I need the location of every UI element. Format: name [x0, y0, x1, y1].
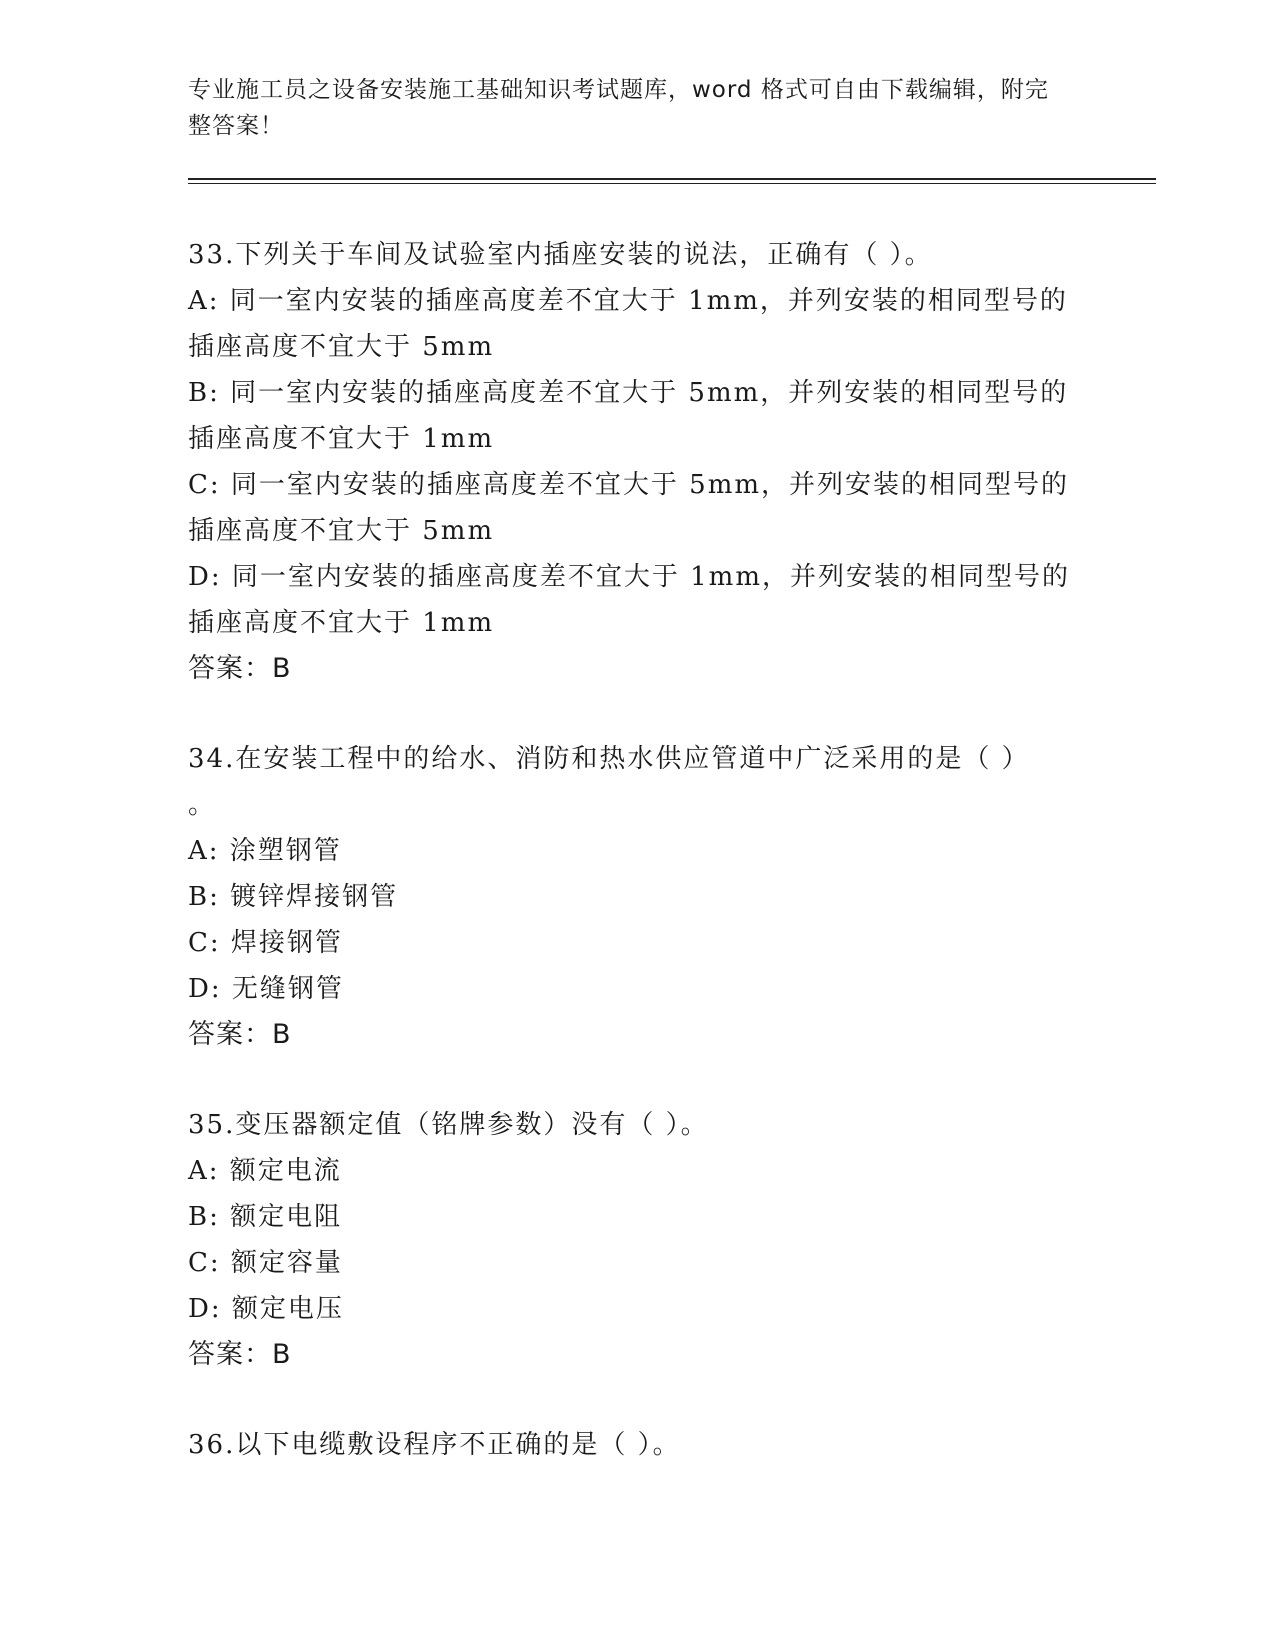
- option-d: [188, 554, 1088, 646]
- document-header: [188, 72, 1088, 144]
- option-text: C: 同一室内安装的插座高度差不宜大于 5mm，并列安装的相同型号的: [188, 470, 1070, 500]
- question-36: [188, 1422, 1088, 1468]
- option-text: D: 同一室内安装的插座高度差不宜大于 1mm，并列安装的相同型号的: [188, 562, 1070, 592]
- question-stem: 35.变压器额定值（铭牌参数）没有（ ）。: [188, 1110, 709, 1140]
- answer: 答案：B: [188, 1339, 292, 1370]
- option-text-cont: 插座高度不宜大于 1mm: [188, 424, 495, 454]
- option-b: B: 额定电阻: [188, 1202, 343, 1232]
- option-d: D: 额定电压: [188, 1294, 344, 1324]
- option-d: D: 无缝钢管: [188, 974, 344, 1004]
- header-line-1: 专业施工员之设备安装施工基础知识考试题库，word 格式可自由下载编辑，附完: [188, 77, 1049, 103]
- option-c: C: 额定容量: [188, 1248, 343, 1278]
- question-33: [188, 232, 1088, 692]
- option-text-cont: 插座高度不宜大于 5mm: [188, 332, 495, 362]
- option-text-cont: 插座高度不宜大于 1mm: [188, 608, 495, 638]
- header-divider-thick: [188, 178, 1156, 180]
- option-b: [188, 370, 1088, 462]
- question-stem: 33.下列关于车间及试验室内插座安装的说法，正确有（ ）。: [188, 240, 933, 270]
- option-text: B: 同一室内安装的插座高度差不宜大于 5mm，并列安装的相同型号的: [188, 378, 1069, 408]
- question-stem: 36.以下电缆敷设程序不正确的是（ ）。: [188, 1430, 681, 1460]
- question-stem-cont: 。: [188, 790, 217, 820]
- option-c: C: 焊接钢管: [188, 928, 343, 958]
- option-a: [188, 278, 1088, 370]
- option-text: A: 同一室内安装的插座高度差不宜大于 1mm，并列安装的相同型号的: [188, 286, 1068, 316]
- option-b: B: 镀锌焊接钢管: [188, 882, 399, 912]
- header-divider-thin: [188, 183, 1156, 184]
- option-c: [188, 462, 1088, 554]
- question-list: [188, 232, 1088, 1512]
- header-line-2: 整答案！: [188, 113, 284, 139]
- option-text-cont: 插座高度不宜大于 5mm: [188, 516, 495, 546]
- option-a: A: 额定电流: [188, 1156, 342, 1186]
- answer: 答案：B: [188, 1019, 292, 1050]
- option-a: A: 涂塑钢管: [188, 836, 342, 866]
- answer: 答案：B: [188, 653, 292, 684]
- question-stem: 34.在安装工程中的给水、消防和热水供应管道中广泛采用的是（ ）: [188, 744, 1030, 774]
- question-34: [188, 736, 1088, 1058]
- question-35: [188, 1102, 1088, 1378]
